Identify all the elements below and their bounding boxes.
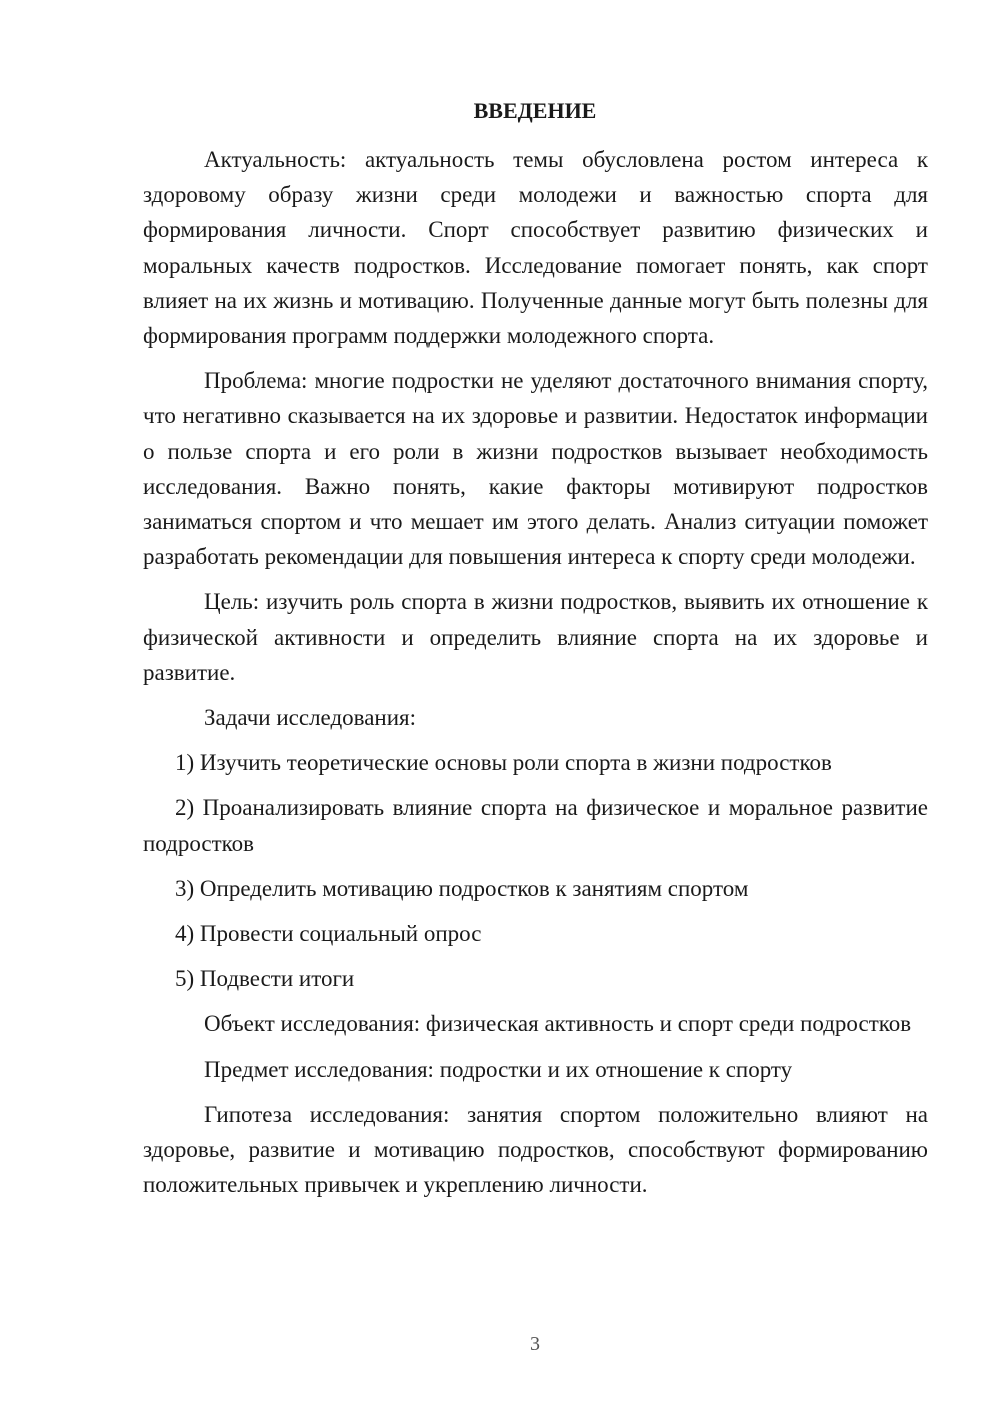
page-title: ВВЕДЕНИЕ xyxy=(473,98,597,123)
task-item-1: 1) Изучить теоретические основы роли спорта в жизни подростков xyxy=(175,750,832,776)
paragraph-tasks-heading: Задачи исследования: xyxy=(204,705,417,731)
paragraph-subject: Предмет исследования: подростки и их отношение к спорту xyxy=(204,1056,793,1082)
task-item-3: 3) Определить мотивацию подростков к занятиям спортом xyxy=(175,875,749,901)
task-item-5: 5) Подвести итоги xyxy=(175,966,355,992)
paragraph-hypothesis: Гипотеза исследования: занятия спортом положительно влияют на здоровье, развитие и мотивацию подростков, способствуют формированию положительных привычек и укреплению личности. xyxy=(143,1101,928,1198)
paragraph-object: Объект исследования: физическая активность и спорт среди подростков xyxy=(204,1011,912,1037)
paragraph-relevance: Актуальность: актуальность темы обусловлена ростом интереса к здоровому образу жизни среди молодежи и важностью спорта для формирования личности. Спорт способствует развитию физических и моральных качеств подростков. Исследование помогает понять, как спорт влияет на их жизнь и мотивацию. Полученные данные могут быть полезны для формирования программ поддержки молодежного спорта. xyxy=(143,147,928,349)
paragraph-goal: Цель: изучить роль спорта в жизни подростков, выявить их отношение к физической активности и определить влияние спорта на их здоровье и развитие. xyxy=(143,589,928,685)
task-item-4: 4) Провести социальный опрос xyxy=(175,921,482,947)
document-body xyxy=(143,142,928,1212)
task-item-2: 2) Проанализировать влияние спорта на физическое и моральное развитие подростков xyxy=(143,795,928,856)
page-number: 3 xyxy=(530,1333,540,1355)
paragraph-problem: Проблема: многие подростки не уделяют достаточного внимания спорту, что негативно сказывается на их здоровье и развитии. Недостаток информации о пользе спорта и его роли в жизни подростков вызывает необходимость исследования. Важно понять, какие факторы мотивируют подростков заниматься спортом и что мешает им этого делать. Анализ ситуации поможет разработать рекомендации для повышения интереса к спорту среди молодежи. xyxy=(143,368,928,570)
